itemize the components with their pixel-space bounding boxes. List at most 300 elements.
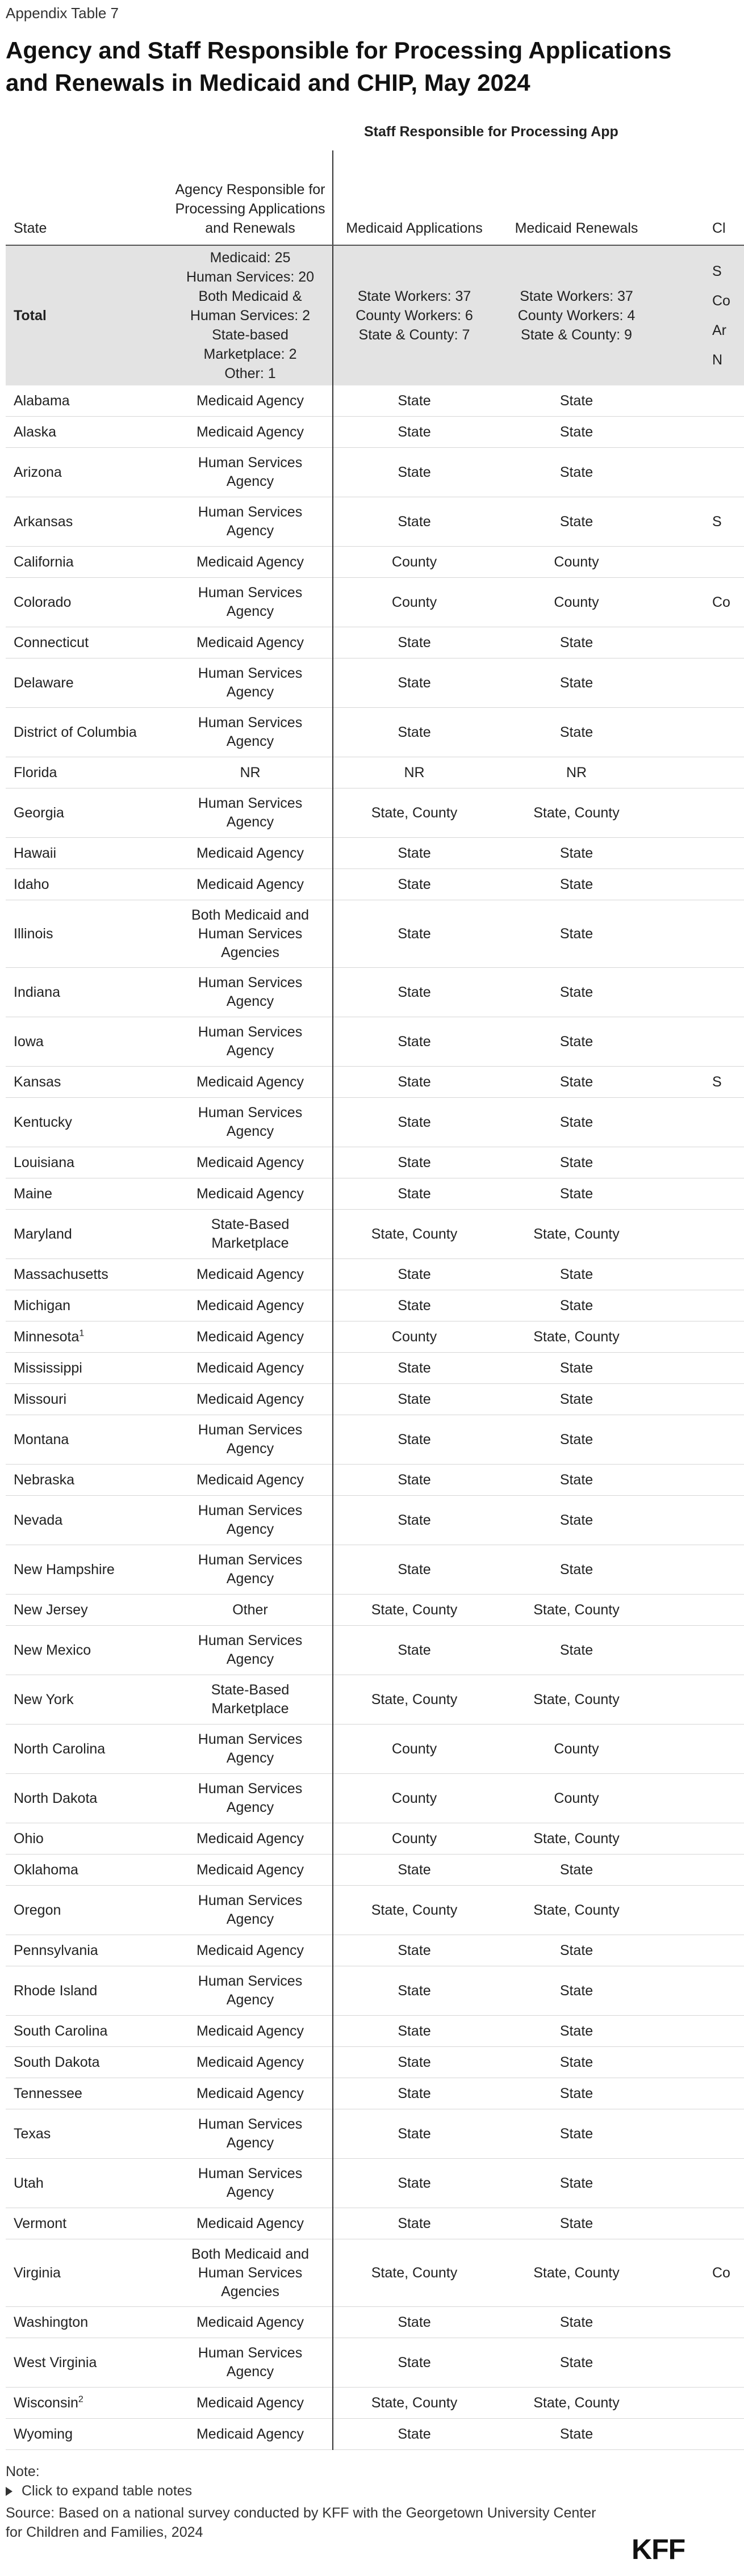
cell-agency	[168, 1210, 333, 1259]
cell-medicaid-renewals: County	[495, 1725, 658, 1774]
cell-state	[6, 2307, 168, 2338]
state-name: Oklahoma	[14, 1861, 78, 1878]
cell-state	[6, 1886, 168, 1935]
table-row	[6, 968, 744, 1017]
cell-state	[6, 968, 168, 1017]
cell-chip	[658, 1465, 744, 1496]
state-name: Vermont	[14, 2215, 67, 2231]
footnote-marker: 1	[79, 1328, 85, 1339]
cell-agency	[168, 1067, 333, 1098]
header-row	[6, 150, 744, 245]
cell-chip	[658, 385, 744, 417]
cell-state	[6, 900, 168, 968]
state-name: New Mexico	[14, 1642, 91, 1658]
state-name: Pennsylvania	[14, 1942, 98, 1958]
cell-state	[6, 2388, 168, 2419]
cell-medicaid-renewals: State	[495, 497, 658, 547]
total-row	[6, 245, 744, 385]
cell-state	[6, 788, 168, 838]
cell-chip	[658, 2419, 744, 2450]
cell-state	[6, 2419, 168, 2450]
cell-medicaid-applications: State	[333, 448, 495, 497]
agency-line: Medicaid Agency	[196, 2314, 304, 2330]
agency-line: Human Services	[198, 715, 303, 731]
table-row	[6, 578, 744, 627]
agency-line: Both Medicaid and	[191, 907, 310, 923]
cell-medicaid-renewals: State	[495, 2419, 658, 2450]
cell-medicaid-renewals: State	[495, 1465, 658, 1496]
cell-agency	[168, 1017, 333, 1067]
state-name: Nevada	[14, 1512, 63, 1528]
cell-agency	[168, 1496, 333, 1545]
table-row	[6, 2338, 744, 2388]
agency-line: Human Services	[198, 975, 303, 991]
state-name: North Carolina	[14, 1740, 106, 1757]
state-rows	[6, 385, 744, 2450]
agency-line: Agency	[226, 1992, 274, 2008]
data-table	[6, 124, 744, 2450]
total-agency-line: Both Medicaid &	[198, 288, 302, 304]
agency-line: Agency	[226, 1651, 274, 1667]
agency-line: Human Services	[198, 1893, 303, 1908]
agency-line: Agency	[226, 2135, 274, 2151]
table-row	[6, 658, 744, 708]
table-row	[6, 838, 744, 869]
agency-line: Medicaid Agency	[196, 2054, 304, 2070]
table-row	[6, 1290, 744, 1321]
cell-medicaid-renewals: State, County	[495, 1210, 658, 1259]
state-name: Nebraska	[14, 1471, 74, 1488]
agency-line: Medicaid Agency	[196, 392, 304, 409]
table-row	[6, 1147, 744, 1178]
table-row	[6, 1067, 744, 1098]
cell-agency	[168, 2159, 333, 2208]
cell-state	[6, 417, 168, 448]
cell-medicaid-applications: State	[333, 2159, 495, 2208]
cell-state	[6, 1675, 168, 1725]
cell-medicaid-applications: State	[333, 1017, 495, 1067]
cell-medicaid-applications: County	[333, 1823, 495, 1855]
table-row	[6, 1321, 744, 1353]
state-name: South Dakota	[14, 2054, 100, 2070]
cell-agency	[168, 1545, 333, 1595]
agency-line: Agencies	[221, 2283, 279, 2300]
cell-medicaid-renewals: State	[495, 869, 658, 900]
state-name: New York	[14, 1691, 74, 1707]
cell-chip	[658, 1017, 744, 1067]
cell-medicaid-applications: State	[333, 1353, 495, 1384]
cell-state	[6, 2239, 168, 2307]
agency-line: Medicaid Agency	[196, 845, 304, 861]
cell-medicaid-renewals: State	[495, 1935, 658, 1966]
cell-medicaid-applications: State	[333, 1496, 495, 1545]
cell-medicaid-applications: State	[333, 1067, 495, 1098]
note-label: Note:	[6, 2464, 40, 2479]
cell-chip: S	[658, 497, 744, 547]
cell-medicaid-applications: State, County	[333, 2388, 495, 2419]
state-name: Delaware	[14, 674, 74, 691]
cell-chip	[658, 1353, 744, 1384]
cell-agency	[168, 448, 333, 497]
cell-chip: Co	[658, 578, 744, 627]
cell-medicaid-applications: County	[333, 1774, 495, 1823]
agency-line: Medicaid Agency	[196, 423, 304, 440]
cell-chip	[658, 2109, 744, 2159]
cell-medicaid-applications: State, County	[333, 1595, 495, 1626]
header-state: State	[6, 150, 168, 245]
cell-chip	[658, 1321, 744, 1353]
cell-medicaid-renewals: State	[495, 1415, 658, 1465]
agency-line: Human Services	[198, 1503, 303, 1518]
header-medicaid-renewals: Medicaid Renewals	[495, 150, 658, 245]
cell-state	[6, 1626, 168, 1675]
cell-medicaid-applications: County	[333, 547, 495, 578]
state-name: Florida	[14, 764, 57, 781]
agency-line: Medicaid Agency	[196, 2426, 304, 2442]
cell-state	[6, 757, 168, 788]
cell-medicaid-renewals: State	[495, 1966, 658, 2016]
cell-state	[6, 1353, 168, 1384]
cell-medicaid-renewals: State, County	[495, 1321, 658, 1353]
cell-agency	[168, 838, 333, 869]
table-row	[6, 708, 744, 757]
cell-medicaid-renewals: State	[495, 1017, 658, 1067]
cell-medicaid-applications: State	[333, 1935, 495, 1966]
cell-medicaid-applications: State	[333, 385, 495, 417]
cell-agency	[168, 1321, 333, 1353]
cell-agency	[168, 788, 333, 838]
cell-medicaid-renewals: State	[495, 2159, 658, 2208]
header-medicaid-applications: Medicaid Applications	[333, 150, 495, 245]
state-name: Oregon	[14, 1902, 61, 1918]
agency-line: Medicaid Agency	[196, 553, 304, 570]
table-row	[6, 1966, 744, 2016]
agency-line: Agency	[226, 523, 274, 539]
cell-agency	[168, 1886, 333, 1935]
cell-medicaid-applications: State	[333, 968, 495, 1017]
cell-agency	[168, 1384, 333, 1415]
cell-chip: Co	[658, 2239, 744, 2307]
table-row	[6, 1259, 744, 1290]
total-applications-line: County Workers: 6	[356, 308, 473, 324]
cell-medicaid-renewals: State	[495, 1626, 658, 1675]
cell-medicaid-applications: State	[333, 2078, 495, 2109]
state-name: Michigan	[14, 1297, 71, 1314]
cell-medicaid-renewals: State, County	[495, 2388, 658, 2419]
cell-state	[6, 1259, 168, 1290]
cell-chip	[658, 1545, 744, 1595]
cell-chip	[658, 448, 744, 497]
table-row	[6, 869, 744, 900]
agency-line: State-Based	[211, 1216, 290, 1232]
total-renewals-line: State & County: 9	[521, 327, 632, 343]
cell-agency	[168, 1725, 333, 1774]
table-row	[6, 1595, 744, 1626]
cell-state	[6, 708, 168, 757]
table-row	[6, 1823, 744, 1855]
cell-medicaid-renewals: State	[495, 2109, 658, 2159]
cell-chip	[658, 708, 744, 757]
total-chip	[658, 245, 744, 385]
kff-logo: KFF	[632, 2533, 686, 2565]
cell-medicaid-applications: State	[333, 1545, 495, 1595]
header-chip: Cl	[658, 150, 744, 245]
expand-notes-toggle[interactable]	[6, 2483, 192, 2499]
cell-agency	[168, 2047, 333, 2078]
cell-medicaid-renewals: State	[495, 1855, 658, 1886]
table-row	[6, 1855, 744, 1886]
expand-notes-label: Click to expand table notes	[22, 2483, 193, 2499]
cell-agency	[168, 2208, 333, 2239]
cell-agency	[168, 658, 333, 708]
agency-line: Agency	[226, 603, 274, 619]
cell-chip	[658, 869, 744, 900]
agency-line: Medicaid Agency	[196, 1471, 304, 1488]
cell-medicaid-applications: State	[333, 1465, 495, 1496]
cell-medicaid-applications: County	[333, 1725, 495, 1774]
agency-line: Human Services	[198, 795, 303, 811]
state-name: Louisiana	[14, 1154, 75, 1170]
cell-medicaid-applications: State	[333, 2109, 495, 2159]
cell-agency	[168, 2307, 333, 2338]
cell-medicaid-applications: State	[333, 2208, 495, 2239]
cell-agency	[168, 2419, 333, 2450]
cell-agency	[168, 1290, 333, 1321]
cell-chip	[658, 757, 744, 788]
cell-state	[6, 627, 168, 658]
total-agency	[168, 245, 333, 385]
cell-agency	[168, 547, 333, 578]
agency-line: Other	[232, 1601, 268, 1618]
cell-agency	[168, 1823, 333, 1855]
cell-medicaid-renewals: State	[495, 968, 658, 1017]
cell-agency	[168, 497, 333, 547]
cell-medicaid-applications: State, County	[333, 2239, 495, 2307]
agency-line: Agency	[226, 473, 274, 489]
total-applications-line: State Workers: 37	[357, 288, 471, 304]
agency-line: Human Services	[198, 925, 303, 942]
cell-medicaid-applications: State	[333, 2307, 495, 2338]
cell-state	[6, 578, 168, 627]
cell-chip	[658, 1259, 744, 1290]
cell-chip	[658, 968, 744, 1017]
cell-chip	[658, 1178, 744, 1210]
cell-medicaid-applications: State	[333, 708, 495, 757]
total-applications-line: State & County: 7	[358, 327, 470, 343]
table-row	[6, 2159, 744, 2208]
header-agency: Agency Responsible for Processing Applications and Renewals	[168, 150, 333, 245]
cell-state	[6, 2016, 168, 2047]
agency-line: Agencies	[221, 944, 279, 960]
total-renewals-line: State Workers: 37	[520, 288, 633, 304]
cell-state	[6, 547, 168, 578]
cell-state	[6, 2208, 168, 2239]
cell-chip	[658, 1855, 744, 1886]
column-group-label: Staff Responsible for Processing App	[364, 124, 618, 140]
cell-medicaid-renewals: State, County	[495, 1823, 658, 1855]
cell-state	[6, 1935, 168, 1966]
cell-chip	[658, 2338, 744, 2388]
agency-line: Human Services	[198, 2345, 303, 2361]
agency-line: Agency	[226, 814, 274, 830]
cell-state	[6, 838, 168, 869]
cell-chip	[658, 1496, 744, 1545]
cell-chip	[658, 1774, 744, 1823]
agency-line: Agency	[226, 733, 274, 749]
appendix-label: Appendix Table 7	[6, 5, 119, 22]
cell-medicaid-renewals: State	[495, 2307, 658, 2338]
agency-line: Medicaid Agency	[196, 1360, 304, 1376]
state-name: Virginia	[14, 2264, 61, 2281]
source-text: Source: Based on a national survey conducted by KFF with the Georgetown University Center for Children and Families, 2024	[6, 2505, 596, 2540]
cell-medicaid-applications: State, County	[333, 1675, 495, 1725]
table-row	[6, 1886, 744, 1935]
cell-medicaid-renewals: State	[495, 627, 658, 658]
cell-chip	[658, 1966, 744, 2016]
cell-agency	[168, 1595, 333, 1626]
cell-chip	[658, 1098, 744, 1147]
table-row	[6, 788, 744, 838]
table-row	[6, 2208, 744, 2239]
cell-medicaid-applications: State	[333, 869, 495, 900]
cell-medicaid-renewals: County	[495, 578, 658, 627]
state-name: District of Columbia	[14, 724, 137, 740]
table-row	[6, 1098, 744, 1147]
cell-medicaid-renewals: State	[495, 1259, 658, 1290]
state-name: New Hampshire	[14, 1561, 115, 1578]
cell-medicaid-applications: State, County	[333, 1210, 495, 1259]
agency-line: Human Services	[198, 2166, 303, 2181]
agency-line: Agency	[226, 1043, 274, 1059]
agency-line: Human Services	[198, 455, 303, 471]
total-agency-line: Human Services: 20	[186, 269, 315, 285]
state-name: Rhode Island	[14, 1982, 98, 1999]
cell-medicaid-renewals: State	[495, 1067, 658, 1098]
state-name: Massachusetts	[14, 1266, 108, 1282]
state-name: Montana	[14, 1431, 69, 1448]
data-table-container[interactable]	[6, 124, 730, 2450]
cell-medicaid-applications: State	[333, 1098, 495, 1147]
state-name: Maine	[14, 1185, 53, 1202]
table-row	[6, 2307, 744, 2338]
agency-line: Both Medicaid and	[191, 2246, 310, 2262]
cell-state	[6, 1147, 168, 1178]
agency-line: Human Services	[198, 1973, 303, 1989]
table-row	[6, 1017, 744, 1067]
cell-chip	[658, 2208, 744, 2239]
state-name: Colorado	[14, 594, 72, 610]
cell-medicaid-renewals: State, County	[495, 1886, 658, 1935]
table-row	[6, 1725, 744, 1774]
cell-agency	[168, 757, 333, 788]
cell-medicaid-applications: NR	[333, 757, 495, 788]
cell-agency	[168, 1353, 333, 1384]
cell-medicaid-applications: State	[333, 2338, 495, 2388]
state-name: Ohio	[14, 1830, 44, 1847]
cell-state	[6, 1321, 168, 1353]
cell-agency	[168, 1675, 333, 1725]
table-row	[6, 1774, 744, 1823]
table-row	[6, 1384, 744, 1415]
cell-agency	[168, 1147, 333, 1178]
agency-line: Human Services	[198, 1105, 303, 1121]
table-row	[6, 1496, 744, 1545]
cell-chip	[658, 1886, 744, 1935]
cell-medicaid-renewals: State	[495, 1178, 658, 1210]
state-name: Indiana	[14, 984, 61, 1000]
cell-medicaid-renewals: NR	[495, 757, 658, 788]
table-row	[6, 900, 744, 968]
cell-medicaid-applications: State	[333, 2016, 495, 2047]
cell-chip	[658, 1595, 744, 1626]
cell-medicaid-renewals: State	[495, 2047, 658, 2078]
cell-agency	[168, 417, 333, 448]
state-name: Mississippi	[14, 1360, 82, 1376]
table-row	[6, 627, 744, 658]
cell-medicaid-renewals: State	[495, 2016, 658, 2047]
state-name: California	[14, 553, 74, 570]
cell-medicaid-renewals: State	[495, 1147, 658, 1178]
state-name: Arkansas	[14, 513, 73, 530]
cell-agency	[168, 1465, 333, 1496]
cell-medicaid-renewals: State	[495, 1384, 658, 1415]
state-name: Utah	[14, 2175, 44, 2191]
table-row	[6, 2016, 744, 2047]
cell-agency	[168, 1259, 333, 1290]
agency-line: Medicaid Agency	[196, 2023, 304, 2039]
cell-medicaid-renewals: State	[495, 838, 658, 869]
state-name: Connecticut	[14, 634, 89, 651]
cell-agency	[168, 1098, 333, 1147]
state-name: Idaho	[14, 876, 49, 892]
cell-state	[6, 1595, 168, 1626]
total-agency-line: Human Services: 2	[190, 308, 311, 324]
state-name: Kansas	[14, 1073, 61, 1090]
state-name: Wisconsin	[14, 2394, 78, 2411]
table-row	[6, 2419, 744, 2450]
cell-medicaid-applications: County	[333, 578, 495, 627]
agency-line: Agency	[226, 1799, 274, 1815]
cell-state	[6, 497, 168, 547]
cell-agency	[168, 2239, 333, 2307]
column-group-row	[6, 124, 744, 150]
cell-state	[6, 2078, 168, 2109]
total-agency-line: State-based	[212, 327, 289, 343]
agency-line: Agency	[226, 684, 274, 700]
cell-agency	[168, 2016, 333, 2047]
cell-state	[6, 1098, 168, 1147]
total-chip-line: Ar	[712, 322, 726, 338]
agency-line: Medicaid Agency	[196, 1830, 304, 1847]
total-agency-line: Marketplace: 2	[203, 346, 297, 362]
cell-chip	[658, 1415, 744, 1465]
cell-state	[6, 2338, 168, 2388]
cell-medicaid-renewals: State, County	[495, 788, 658, 838]
agency-line: Medicaid Agency	[196, 2085, 304, 2101]
cell-chip	[658, 1935, 744, 1966]
cell-agency	[168, 1178, 333, 1210]
cell-medicaid-applications: State	[333, 1384, 495, 1415]
state-name: West Virginia	[14, 2354, 97, 2371]
agency-line: Agency	[226, 1571, 274, 1587]
cell-state	[6, 2109, 168, 2159]
table-row	[6, 547, 744, 578]
agency-line: Marketplace	[211, 1235, 289, 1251]
agency-line: Marketplace	[211, 1701, 289, 1717]
agency-line: Medicaid Agency	[196, 1154, 304, 1170]
cell-state	[6, 2159, 168, 2208]
cell-chip	[658, 838, 744, 869]
